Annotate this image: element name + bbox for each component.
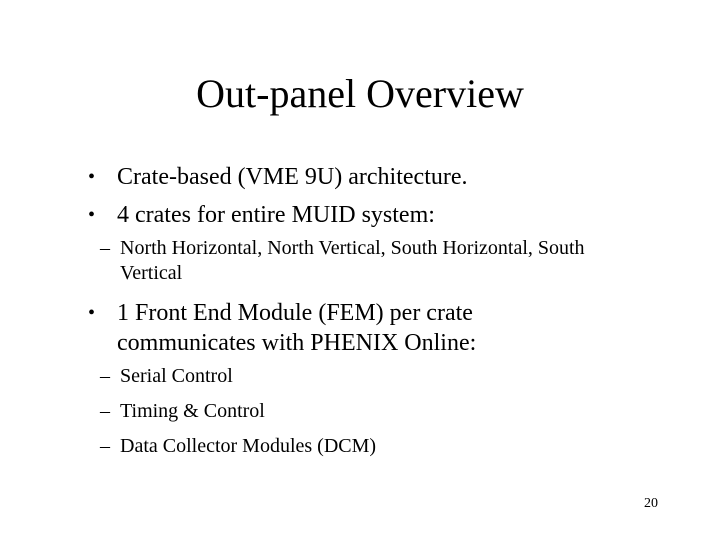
sub-bullet-item: [88, 434, 668, 459]
bullet-item: [88, 298, 557, 358]
sub-bullet-item: [88, 236, 640, 286]
sub-bullet-text: Timing & Control: [120, 400, 265, 422]
sub-bullet-text: North Horizontal, North Vertical, South Horizontal, South Vertical: [120, 237, 585, 284]
sub-bullet-item: [88, 364, 668, 389]
dash-icon: –: [100, 237, 110, 259]
bullet-text: 1 Front End Module (FEM) per crate communicates with PHENIX Online:: [117, 300, 477, 356]
sub-bullet-text: Serial Control: [120, 365, 233, 387]
bullet-icon: •: [88, 166, 96, 188]
bullet-list: [88, 162, 668, 469]
bullet-text: 4 crates for entire MUID system:: [117, 202, 435, 228]
dash-icon: –: [100, 365, 110, 387]
bullet-icon: •: [88, 204, 96, 226]
page-number: 20: [644, 496, 658, 511]
bullet-text: Crate-based (VME 9U) architecture.: [117, 164, 468, 190]
bullet-icon: •: [88, 302, 96, 324]
dash-icon: –: [100, 435, 110, 457]
bullet-item: [88, 200, 668, 230]
bullet-item: [88, 162, 668, 192]
sub-bullet-text: Data Collector Modules (DCM): [120, 435, 377, 457]
dash-icon: –: [100, 400, 110, 422]
slide-title: Out-panel Overview: [196, 71, 524, 116]
sub-bullet-item: [88, 399, 668, 424]
